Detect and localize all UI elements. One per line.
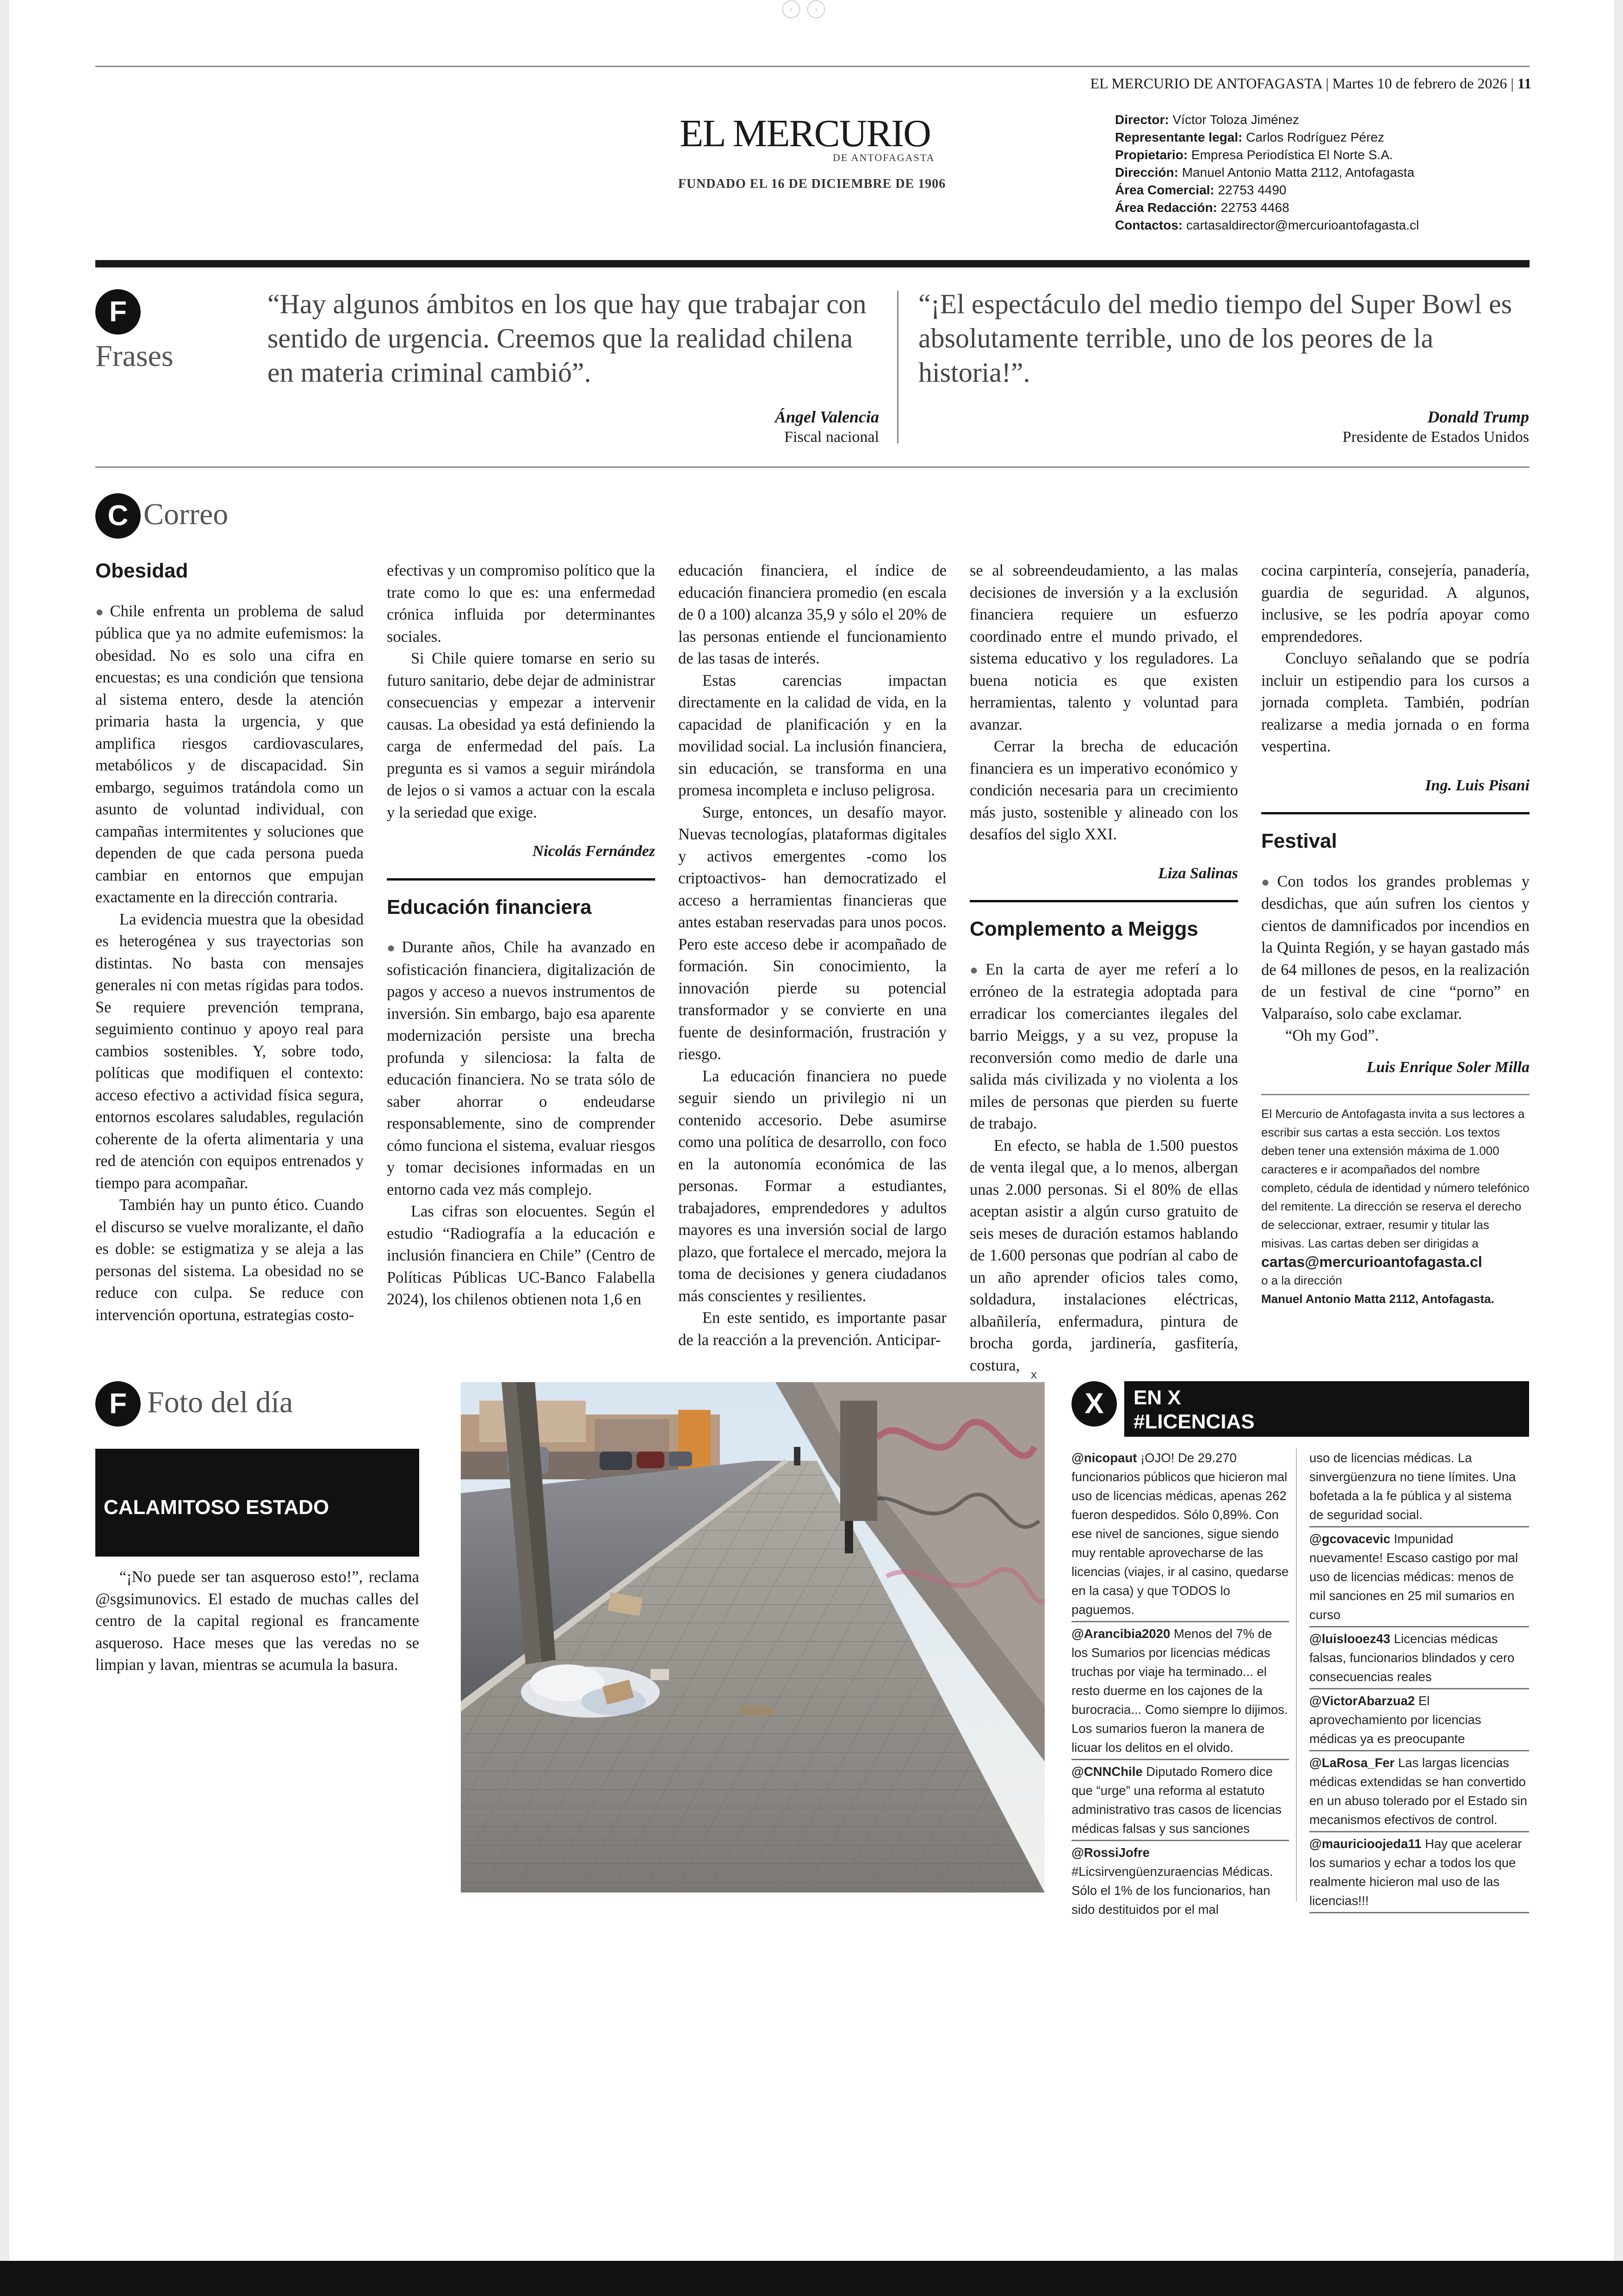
letter-column-4 [970, 560, 1238, 1377]
tweets-divider [1296, 1448, 1297, 1902]
street-photo [461, 1382, 1045, 1893]
notice-separator [1261, 1094, 1530, 1095]
tweets-column-2 [1309, 1448, 1529, 1915]
tweet-handle[interactable]: @RossiJofre [1072, 1845, 1150, 1860]
foto-label: Foto del día [147, 1385, 293, 1419]
quote-divider [897, 291, 898, 443]
letter-paragraph: ● Con todos los grandes problemas y desdichas, que aún sufren los cientos y cientos de damnificados por incendios en la Quinta Región, y se hayan gastado más de 64 millones de pesos, en la realización de un festival de cine “porno” en Valparaíso, solo cabe exclamar. [1261, 871, 1530, 1025]
letter-paragraph: Surge, entonces, un desafío mayor. Nuevas tecnologías, plataformas digitales y activos emergentes -como los criptoactivos- han democratizado el acceso a herramientas financieras que antes estaban reservadas para unos pocos. Pero este acceso debe ir acompañado de formación. Sin conocimiento, la innovación pierde su potencial transformador y se convierte en una fuente de desinformación, frustración y riesgo. [678, 803, 947, 1063]
masthead-logo: EL MERCURIO [680, 112, 930, 155]
letter-paragraph: La educación financiera no puede seguir siendo un privilegio ni un contenido accesorio. Debe asumirse como una política de desarrollo, con foco en la autonomía económica de las personas. Formar a estudiantes, trabajadores, emprendedores y adultos mayores es una inversión social de largo plazo, que fortalece el mercado, mejora la toma de decisiones y genera ciudadanos más conscientes y resilientes. [678, 1067, 947, 1305]
letter-column-3 [678, 560, 947, 1351]
tweet-text: #Licsirvengüenzuraencias Médicas. Sólo el 1% de los funcionarios, han sido destituidos por el mal [1072, 1864, 1273, 1917]
notice-text: El Mercurio de Antofagasta invita a sus lectores a escribir sus cartas a esta sección. Los textos deben tener una extensión máxima de 1.000 caracteres e ir acompañados del nombre completo, cédula de identidad y número telefónico del remitente. La dirección se reserva el derecho de seleccionar, extraer, resumir y titular las misivas. Las cartas deben ser dirigidas a [1261, 1107, 1530, 1250]
tweet-handle[interactable]: @luislooez43 [1309, 1632, 1391, 1646]
tweet-text: Menos del 7% de los Sumarios por licencias médicas truchas por viaje ha terminado... el resto duerme en los cajones de la burocracia... Como siempre lo dijimos. Los sumarios fueron la manera de licuar los delitos en el olvido. [1072, 1626, 1288, 1755]
quote-text: “¡El espectáculo del medio tiempo del Super Bowl es absolutamente terrible, uno de los peores de la historia!”. [918, 289, 1512, 388]
correo-label: Correo [143, 497, 229, 531]
notice-email[interactable]: cartas@mercurioantofagasta.cl [1261, 1253, 1482, 1270]
correo-badge-icon: C [95, 493, 141, 539]
tweets-column-1 [1072, 1448, 1289, 1921]
notice-address: Manuel Antonio Matta 2112, Antofagasta. [1261, 1292, 1494, 1306]
letter-separator [387, 878, 655, 881]
letter-separator [970, 900, 1238, 902]
page-edge-right [1614, 0, 1623, 2296]
photo-close-icon[interactable]: x [1031, 1367, 1037, 1381]
letter-paragraph: La evidencia muestra que la obesidad es heterogénea y sus trayectorias son distintas. No basta con mensajes generales ni con metas rígidas para todos. Se requiere prevención temprana, seguimiento continuo y apoyo real para cambios sostenibles. Y, sobre todo, políticas que modifiquen el contexto: acceso efectivo a actividad física segura, entornos escolares saludables, regulación coherente de la oferta alimentaria y una red de atención con equipos entrenados y tiempo para acompañar. [95, 910, 364, 1192]
photo-title-box [95, 1449, 419, 1557]
tweet [1072, 1624, 1289, 1760]
staff-line: Área Redacción: 22753 4468 [1115, 200, 1289, 215]
tweet-handle[interactable]: @gcovacevic [1309, 1532, 1391, 1546]
letter-title: Educación financiera [387, 895, 592, 918]
letter-paragraph: Las cifras son elocuentes. Según el estudio “Radiografía a la educación e inclusión financiera en Chile” (Centro de Políticas Públicas UC-Banco Falabella 2024), los chilenos obtienen nota 1,6 en [387, 1203, 655, 1308]
letter-paragraph: “Oh my God”. [1285, 1027, 1379, 1044]
header-top-rule [95, 66, 1530, 67]
x-title-box [1124, 1381, 1529, 1437]
frases-label: Frases [95, 339, 173, 373]
quote-author: Ángel Valencia [774, 408, 879, 426]
masthead-subtitle: DE ANTOFAGASTA [833, 152, 935, 163]
letter-signature: Ing. Luis Pisani [1425, 776, 1530, 794]
tweet [1309, 1691, 1529, 1751]
tweet-handle[interactable]: @LaRosa_Fer [1309, 1756, 1395, 1770]
page-number: 11 [1517, 75, 1531, 92]
quote-role: Fiscal nacional [784, 428, 879, 446]
staff-line: Propietario: Empresa Periodística El Norte S.A. [1115, 148, 1393, 162]
letter-paragraph: En este sentido, es importante pasar de la reacción a la prevención. Anticipar- [678, 1309, 947, 1349]
previous-page-icon[interactable]: ‹ [782, 0, 800, 19]
letter-paragraph: Cerrar la brecha de educación financiera es un imperativo económico y condición necesaria para un crecimiento más justo, sostenible y alineado con los desafíos del siglo XXI. [970, 738, 1238, 843]
tweet [1072, 1762, 1289, 1841]
next-page-icon[interactable]: › [807, 0, 825, 19]
tweet-text: ¡OJO! De 29.270 funcionarios públicos que hicieron mal uso de licencias médicas, apenas 262 fueron despedidos. Sólo 0,89%. Con ese nivel de sanciones, sigue siendo muy rentable aprovecharse de las licencias (viajes, ir al casino, quedarse en la casa) y que TODOS lo paguemos. [1072, 1451, 1289, 1617]
staff-line: Contactos: cartasaldirector@mercurioantofagasta.cl [1115, 218, 1419, 232]
tweet-handle[interactable]: @nicopaut [1072, 1451, 1137, 1465]
letter-column-1 [95, 560, 364, 1326]
letter-paragraph: ● Durante años, Chile ha avanzado en sofisticación financiera, digitalización de pagos y acceso a nuevos instrumentos de inversión. Sin embargo, bajo esa aparente modernización persiste una brecha profunda y silenciosa: la falta de educación financiera. No se trata sólo de saber ahorrar o endeudarse responsablemente, sino de comprender cómo funciona el sistema, evaluar riesgos y tomar decisiones informadas en un entorno cada vez más complejo. [387, 937, 655, 1201]
notice-or-address: o a la dirección [1261, 1273, 1342, 1287]
tweet [1309, 1753, 1529, 1832]
tweet-text: Las largas licencias médicas extendidas se han convertido en un abuso tolerado por el Estado sin mecanismos efectivos de control. [1309, 1756, 1527, 1827]
tweet-text: Hay que acelerar los sumarios y echar a todos los que realmente hicieron mal uso de las licencias!!! [1309, 1837, 1522, 1908]
photo-title: CALAMITOSO ESTADO [104, 1496, 329, 1519]
letter-paragraph: efectivas y un compromiso político que la trate como lo que es: una enfermedad crónica influida por determinantes sociales. [387, 562, 655, 645]
frases-badge-icon: F [95, 289, 141, 335]
tweet [1309, 1834, 1529, 1913]
letters-notice [1261, 1105, 1530, 1308]
letter-title: Festival [1261, 830, 1337, 852]
quote-author: Donald Trump [1427, 408, 1529, 426]
letter-paragraph: ● En la carta de ayer me referí a lo erróneo de la estrategia adoptada para erradicar los comerciantes ilegales del barrio Meiggs, y a su vez, propuse la reconversión como medio de darle una salida más civilizada y no violenta a los miles de personas que pierden su fuerte de trabajo. [970, 959, 1238, 1135]
page-edge-left [0, 0, 9, 2296]
letter-paragraph: se al sobreendeudamiento, a las malas decisiones de inversión y a la exclusión financiera requiere un esfuerzo coordinado entre el mundo privado, el sistema educativo y los reguladores. La buena noticia es que existen herramientas, talento y voluntad para avanzar. [970, 562, 1238, 733]
letter-signature: Nicolás Fernández [532, 843, 655, 860]
tweet-text: Impunidad nuevamente! Escaso castigo por mal uso de licencias médicas: menos de mil sanciones en 25 mil sumarios en curso [1309, 1532, 1518, 1622]
tweet [1309, 1529, 1529, 1627]
tweet-text: El aprovechamiento por licencias médicas ya es preocupante [1309, 1694, 1481, 1746]
tweet-text: Licencias médicas falsas, funcionarios blindados y cero consecuencias reales [1309, 1632, 1515, 1684]
bottom-bar [0, 2261, 1623, 2296]
foto-badge-icon: F [95, 1381, 141, 1427]
tweet-handle[interactable]: @CNNChile [1072, 1764, 1143, 1779]
letter-paragraph: Si Chile quiere tomarse en serio su futuro sanitario, debe dejar de administrar consecuencias y empezar a intervenir causas. La obesidad ya está definiendo la carga de enfermedad del país. La pregunta es si vamos a seguir mirándola de lejos o si vamos a actuar con la escala y la seriedad que exige. [387, 650, 655, 821]
staff-line: Área Comercial: 22753 4490 [1115, 183, 1287, 197]
letter-paragraph: educación financiera, el índice de educación financiera promedio (en escala de 0 a 100) alcanza 35,9 y sólo el 20% de las personas entiende el funcionamiento de las tasas de interés. [678, 562, 947, 667]
quote-role: Presidente de Estados Unidos [1342, 428, 1529, 446]
photo-caption: “¡No puede ser tan asqueroso esto!”, reclama @sgsimunovics. El estado de muchas calles del centro de la capital regional es francamente asqueroso. Hace meses que las veredas no se limpian y lavan, mientras se acumula la basura. [95, 1568, 419, 1674]
letter-paragraph: Concluyo señalando que se podría incluir un estipendio para los cursos a jornada completa. También, podrían realizarse a media jornada o en forma vespertina. [1261, 650, 1530, 755]
letter-paragraph: En efecto, se habla de 1.500 puestos de venta ilegal que, a lo menos, albergan unas 2.000 personas. Si el 80% de ellas aceptan asistir a algún curso gratuito de seis meses de duración estamos hablando de 1.600 personas que podrían al cabo de un año aprender oficios tales como, soldadura, instalaciones eléctricas, albañilería, enfermadura, pintura de brocha gorda, jardinería, gasfitería, costura, [970, 1136, 1238, 1374]
x-badge-icon: X [1072, 1381, 1117, 1427]
tweet [1072, 1843, 1289, 1921]
header-thick-rule [95, 260, 1530, 267]
page-navigation [782, 0, 833, 16]
publication-line: EL MERCURIO DE ANTOFAGASTA | Martes 10 de febrero de 2026 | 11 [1090, 75, 1531, 92]
tweet [1309, 1629, 1529, 1689]
tweet-text: Diputado Romero dice que “urge” una reforma al estatuto administrativo tras casos de licencias médicas falsas y sus sanciones [1072, 1764, 1282, 1836]
publication-date: Martes 10 de febrero de 2026 [1332, 75, 1507, 92]
letter-paragraph: ● Chile enfrenta un problema de salud pública que ya no admite eufemismos: la obesidad. No es solo una cifra en encuestas; es una condición que tensiona al sistema entero, desde la atención primaria hasta la urgencia, y que amplifica riesgos cardiovasculares, metabólicos y de discapacidad. Sin embargo, seguimos tratándola como un asunto de voluntad individual, con campañas intermitentes y soluciones que dependen de que cada persona pueda cambiar en entornos que empujan exactamente en la dirección contraria. [95, 601, 364, 909]
staff-line: Director: Víctor Toloza Jiménez [1115, 112, 1299, 127]
tweet [1309, 1448, 1529, 1527]
letter-title: Complemento a Meiggs [970, 918, 1198, 940]
tweet-handle[interactable]: @Arancibia2020 [1072, 1626, 1171, 1641]
masthead-founded: FUNDADO EL 16 DE DICIEMBRE DE 1906 [678, 177, 946, 191]
letter-signature: Liza Salinas [1158, 864, 1238, 882]
letter-signature: Luis Enrique Soler Milla [1366, 1058, 1530, 1076]
quote-text: “Hay algunos ámbitos en los que hay que trabajar con sentido de urgencia. Creemos que la realidad chilena en materia criminal cambió”. [267, 289, 867, 388]
staff-line: Representante legal: Carlos Rodríguez Pérez [1115, 130, 1385, 144]
tweet-text: uso de licencias médicas. La sinvergüenzura no tiene límites. Una bofetada a la fe pública y al sistema de seguridad social. [1309, 1451, 1516, 1522]
letter-separator [1261, 812, 1530, 814]
staff-line: Dirección: Manuel Antonio Matta 2112, Antofagasta [1115, 165, 1415, 180]
tweet [1072, 1448, 1289, 1622]
letter-title: Obesidad [95, 559, 188, 582]
tweet-handle[interactable]: @mauricioojeda11 [1309, 1837, 1422, 1851]
letter-paragraph: También hay un punto ético. Cuando el discurso se vuelve moralizante, el daño es doble: se estigmatiza y se aleja a las personas del sistema. La obesidad no se reduce con culpa. Se reduce con intervención oportuna, estrategias costo- [95, 1196, 364, 1324]
publication-name: EL MERCURIO DE ANTOFAGASTA [1090, 75, 1322, 92]
tweet-handle[interactable]: @VictorAbarzua2 [1309, 1694, 1415, 1708]
letter-paragraph: cocina carpintería, consejería, panadería, guardia de seguridad. A algunos, inclusive, se les podría apoyar como emprendedores. [1261, 562, 1530, 645]
letter-column-5 [1261, 560, 1530, 1308]
frases-bottom-rule [95, 466, 1530, 468]
letter-paragraph: Estas carencias impactan directamente en la calidad de vida, en la capacidad de planificación y en la movilidad social. La inclusión financiera, sin educación, se transforma en una promesa incompleta e incluso peligrosa. [678, 671, 947, 799]
staff-box [1115, 111, 1419, 234]
x-title-hashtag: #LICENCIAS [1134, 1410, 1255, 1433]
letter-column-2 [387, 560, 655, 1311]
x-title-line: EN X [1134, 1386, 1181, 1409]
street-photo-illustration [461, 1382, 1045, 1893]
